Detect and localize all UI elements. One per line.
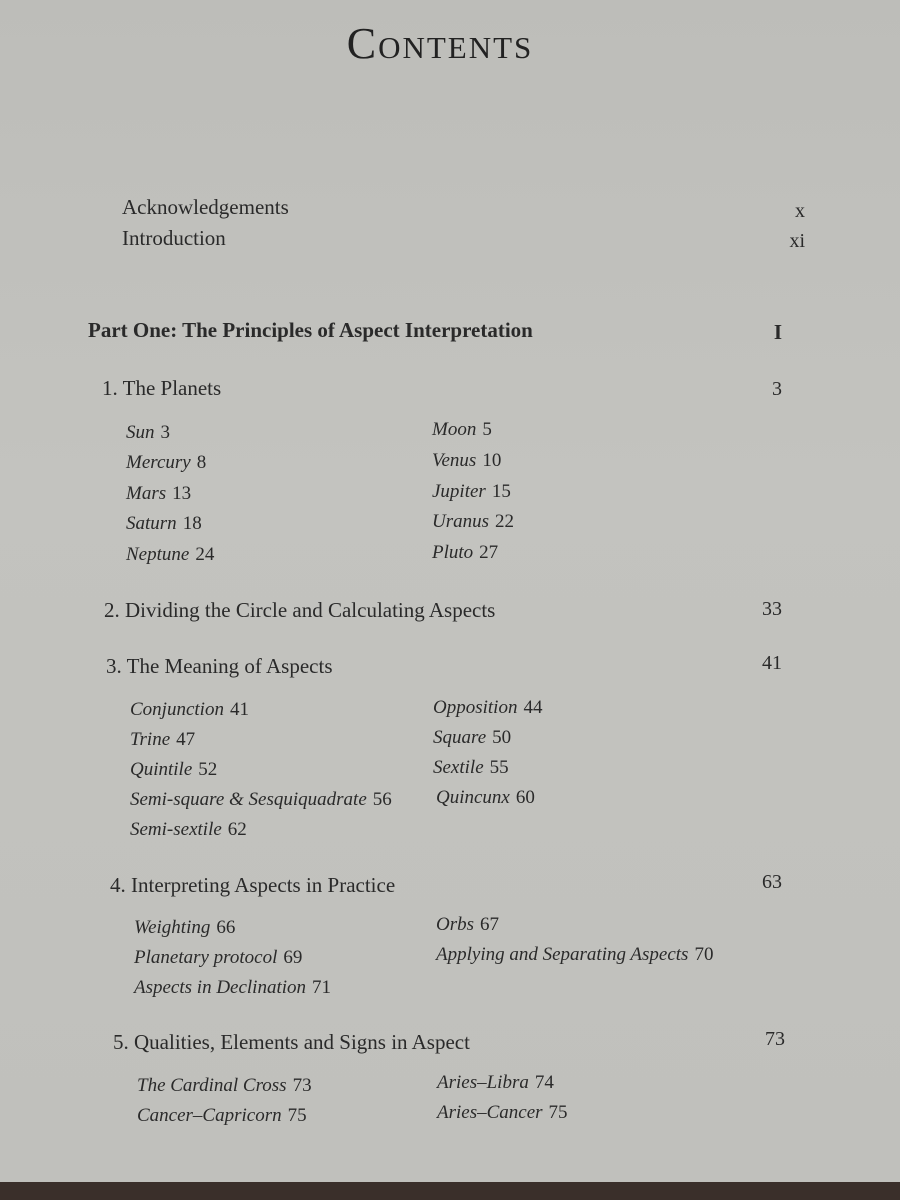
toc-sub-opposition[interactable]: Opposition 44 [433,697,543,718]
toc-sub-semi-sextile[interactable]: Semi-sextile 62 [130,819,247,840]
toc-sub-aries-cancer[interactable]: Aries–Cancer 75 [437,1102,568,1123]
toc-sub-conjunction[interactable]: Conjunction 41 [130,699,249,720]
toc-sub-venus[interactable]: Venus 10 [432,450,502,471]
toc-part-one-page: I [773,320,782,344]
toc-sub-mars[interactable]: Mars 13 [126,483,192,504]
toc-part-one[interactable]: Part One: The Principles of Aspect Interpretation [88,318,533,342]
toc-chapter-4-page: 63 [762,871,782,893]
toc-sub-jupiter[interactable]: Jupiter 15 [432,481,511,502]
toc-chapter-5[interactable]: 5. Qualities, Elements and Signs in Aspect [113,1030,470,1054]
toc-acknowledgements[interactable]: Acknowledgements [122,195,289,219]
toc-sub-sextile[interactable]: Sextile 55 [433,757,509,778]
toc-sub-uranus[interactable]: Uranus 22 [432,511,515,532]
toc-chapter-2-page: 33 [762,598,782,620]
toc-sub-quintile[interactable]: Quintile 52 [130,759,218,780]
toc-sub-weighting[interactable]: Weighting 66 [134,917,236,938]
toc-sub-semi-square[interactable]: Semi-square & Sesquiquadrate 56 [130,789,392,810]
toc-introduction[interactable]: Introduction [122,226,226,250]
toc-sub-neptune[interactable]: Neptune 24 [126,544,215,565]
toc-chapter-2[interactable]: 2. Dividing the Circle and Calculating Aspects [104,598,496,622]
toc-chapter-1[interactable]: 1. The Planets [102,376,222,400]
toc-chapter-1-page: 3 [772,378,782,400]
toc-sub-pluto[interactable]: Pluto 27 [432,542,499,563]
toc-sub-sun[interactable]: Sun 3 [126,422,170,443]
toc-sub-cardinal-cross[interactable]: The Cardinal Cross 73 [137,1075,312,1096]
toc-sub-planetary-protocol[interactable]: Planetary protocol 69 [134,947,303,968]
toc-chapter-3[interactable]: 3. The Meaning of Aspects [106,654,333,678]
toc-sub-applying-separating[interactable]: Applying and Separating Aspects 70 [436,944,714,965]
toc-sub-square[interactable]: Square 50 [433,727,512,748]
toc-chapter-5-page: 73 [765,1028,785,1050]
toc-chapter-3-page: 41 [762,652,782,674]
toc-sub-moon[interactable]: Moon 5 [432,419,492,440]
page-edge-shadow [0,1182,900,1200]
page-title: Contents [346,19,534,68]
toc-chapter-4[interactable]: 4. Interpreting Aspects in Practice [110,873,396,897]
toc-acknowledgements-page: x [795,200,805,222]
toc-sub-saturn[interactable]: Saturn 18 [126,513,202,534]
toc-sub-trine[interactable]: Trine 47 [130,729,196,750]
toc-sub-mercury[interactable]: Mercury 8 [126,452,207,473]
toc-sub-orbs[interactable]: Orbs 67 [436,914,500,935]
toc-introduction-page: xi [789,230,805,252]
toc-sub-aspects-declination[interactable]: Aspects in Declination 71 [134,977,332,998]
toc-sub-quincunx[interactable]: Quincunx 60 [436,787,535,808]
toc-sub-aries-libra[interactable]: Aries–Libra 74 [437,1072,554,1093]
toc-sub-cancer-capricorn[interactable]: Cancer–Capricorn 75 [137,1105,307,1126]
